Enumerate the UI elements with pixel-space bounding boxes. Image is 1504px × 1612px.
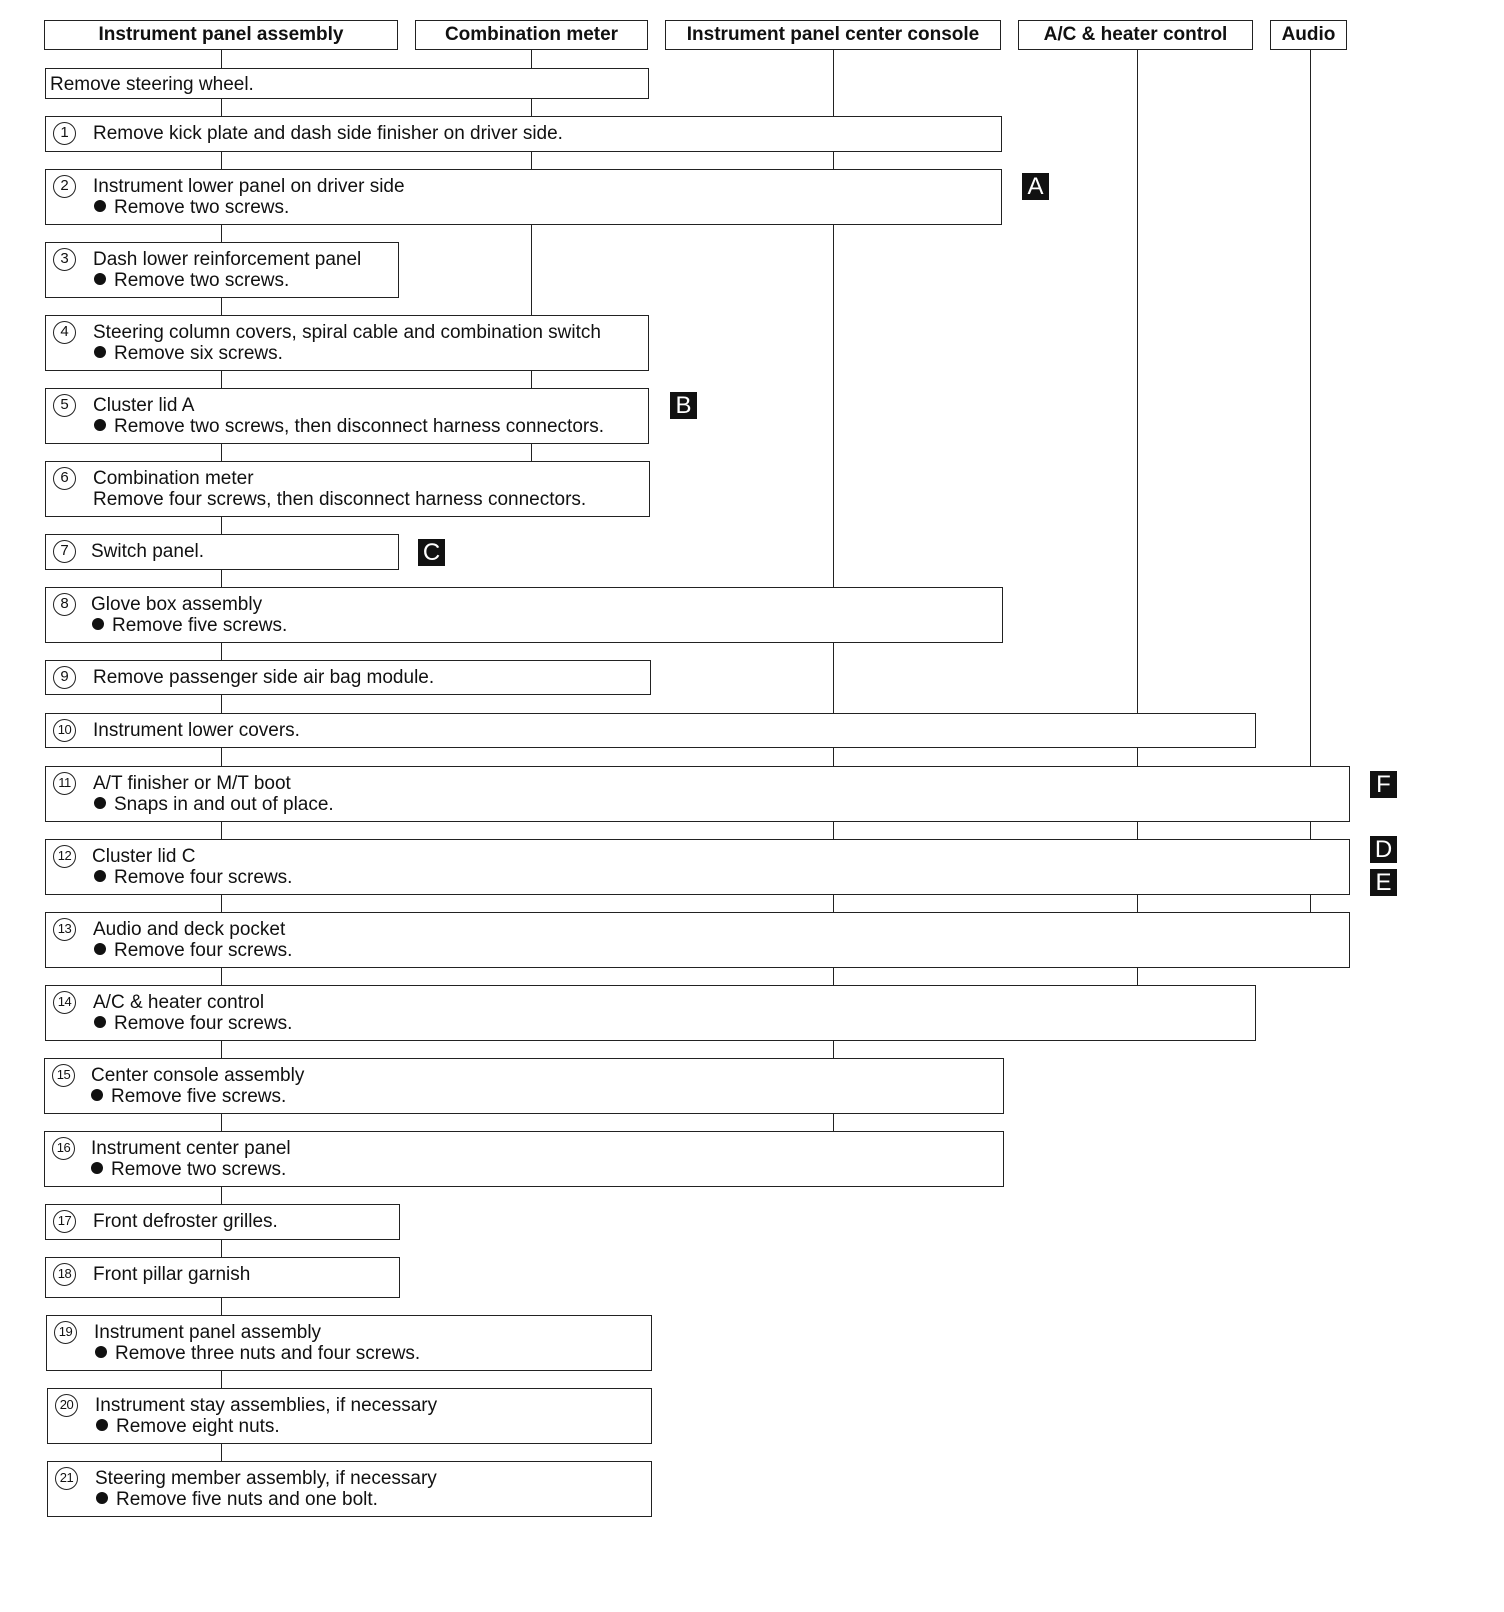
- step-detail-text: Remove two screws.: [114, 197, 290, 218]
- step-text: Front pillar garnish: [93, 1264, 251, 1285]
- step-text: Remove kick plate and dash side finisher on driver side.: [93, 123, 563, 144]
- step-text: Instrument stay assemblies, if necessary: [95, 1395, 438, 1416]
- step-number-badge: 7: [53, 540, 76, 563]
- step-13: [45, 912, 1350, 968]
- step-12: [45, 839, 1350, 895]
- step-text: Remove passenger side air bag module.: [93, 667, 435, 688]
- step-11: [45, 766, 1350, 822]
- step-10: [45, 713, 1256, 748]
- bullet-icon: [94, 870, 106, 882]
- reference-marker-f: F: [1370, 771, 1397, 798]
- step-16: [44, 1131, 1004, 1187]
- step-detail: [92, 615, 287, 636]
- step-detail-text: Remove six screws.: [114, 343, 283, 364]
- bullet-icon: [94, 200, 106, 212]
- step-detail-text: Remove two screws, then disconnect harness connectors.: [114, 416, 605, 437]
- bullet-icon: [94, 797, 106, 809]
- step-18: [45, 1257, 400, 1298]
- step-2: [45, 169, 1002, 225]
- step-number-badge: 1: [53, 122, 76, 145]
- step-text: Steering column covers, spiral cable and combination switch: [93, 322, 601, 343]
- step-detail-text: Snaps in and out of place.: [114, 794, 334, 815]
- step-detail: [96, 1416, 280, 1437]
- step-detail: Remove four screws, then disconnect harness connectors.: [93, 489, 587, 510]
- bullet-icon: [96, 1492, 108, 1504]
- step-number-badge: 11: [53, 772, 76, 795]
- step-number-badge: 6: [53, 467, 76, 490]
- header-instrument-panel-center-console: Instrument panel center console: [665, 20, 1001, 50]
- step-19: [46, 1315, 652, 1371]
- step-text: Remove steering wheel.: [50, 74, 254, 95]
- step-6: [45, 461, 650, 517]
- bullet-icon: [96, 1419, 108, 1431]
- step-detail: [95, 1343, 420, 1364]
- step-text: A/T finisher or M/T boot: [93, 773, 291, 794]
- step-3: [45, 242, 399, 298]
- step-detail-text: Remove eight nuts.: [116, 1416, 280, 1437]
- step-detail: [94, 940, 292, 961]
- header-instrument-panel-assembly: Instrument panel assembly: [44, 20, 398, 50]
- step-detail: [94, 416, 604, 437]
- bullet-icon: [94, 273, 106, 285]
- step-detail: [94, 1013, 292, 1034]
- step-text: Steering member assembly, if necessary: [95, 1468, 437, 1489]
- bullet-icon: [91, 1162, 103, 1174]
- step-detail: [96, 1489, 378, 1510]
- step-text: Dash lower reinforcement panel: [93, 249, 362, 270]
- step-number-badge: 3: [53, 248, 76, 271]
- step-text: Instrument lower covers.: [93, 720, 300, 741]
- step-14: [45, 985, 1256, 1041]
- step-detail: [94, 867, 292, 888]
- step-9: [45, 660, 651, 695]
- bullet-icon: [94, 1016, 106, 1028]
- step-number-badge: 18: [53, 1263, 76, 1286]
- step-number-badge: 16: [52, 1137, 75, 1160]
- reference-marker-a: A: [1022, 173, 1049, 200]
- reference-marker-e: E: [1370, 869, 1397, 896]
- step-detail: [94, 270, 289, 291]
- step-5: [45, 388, 649, 444]
- header-audio: Audio: [1270, 20, 1347, 50]
- bullet-icon: [94, 346, 106, 358]
- step-text: Glove box assembly: [91, 594, 263, 615]
- step-text: Instrument panel assembly: [94, 1322, 322, 1343]
- step-detail-text: Remove four screws.: [114, 1013, 293, 1034]
- step-number-badge: 20: [55, 1394, 78, 1417]
- step-detail: [94, 197, 289, 218]
- bullet-icon: [92, 618, 104, 630]
- step-number-badge: 17: [53, 1210, 76, 1233]
- step-detail: [94, 794, 334, 815]
- step-number-badge: 19: [54, 1321, 77, 1344]
- step-detail-text: Remove five screws.: [112, 615, 288, 636]
- step-text: Instrument lower panel on driver side: [93, 176, 405, 197]
- header-combination-meter: Combination meter: [415, 20, 648, 50]
- step-detail-text: Remove five nuts and one bolt.: [116, 1489, 378, 1510]
- step-remove-steering-wheel: [45, 68, 649, 99]
- step-number-badge: 21: [55, 1467, 78, 1490]
- step-17: [45, 1204, 400, 1240]
- header-ac-heater-control: A/C & heater control: [1018, 20, 1253, 50]
- step-number-badge: 9: [53, 666, 76, 689]
- step-detail: [94, 343, 283, 364]
- step-text: A/C & heater control: [93, 992, 265, 1013]
- step-detail-text: Remove three nuts and four screws.: [115, 1343, 421, 1364]
- bullet-icon: [91, 1089, 103, 1101]
- step-detail-text: Remove five screws.: [111, 1086, 287, 1107]
- step-text: Audio and deck pocket: [93, 919, 286, 940]
- step-detail-text: Remove two screws.: [114, 270, 290, 291]
- step-text: Instrument center panel: [91, 1138, 291, 1159]
- step-21: [47, 1461, 652, 1517]
- step-number-badge: 5: [53, 394, 76, 417]
- step-15: [44, 1058, 1004, 1114]
- step-detail-text: Remove four screws.: [114, 867, 293, 888]
- step-number-badge: 12: [53, 845, 76, 868]
- step-text: Cluster lid A: [93, 395, 195, 416]
- step-text: Switch panel.: [91, 541, 205, 562]
- step-detail-text: Remove two screws.: [111, 1159, 287, 1180]
- reference-marker-b: B: [670, 392, 697, 419]
- bullet-icon: [94, 419, 106, 431]
- step-text: Center console assembly: [91, 1065, 305, 1086]
- step-number-badge: 15: [52, 1064, 75, 1087]
- step-number-badge: 10: [53, 719, 76, 742]
- step-4: [45, 315, 649, 371]
- step-1: [45, 116, 1002, 152]
- reference-marker-d: D: [1370, 836, 1397, 863]
- step-detail: [91, 1086, 286, 1107]
- step-detail: [91, 1159, 286, 1180]
- bullet-icon: [95, 1346, 107, 1358]
- bullet-icon: [94, 943, 106, 955]
- step-text: Cluster lid C: [92, 846, 196, 867]
- reference-marker-c: C: [418, 539, 445, 566]
- step-7: [45, 534, 399, 570]
- step-text: Front defroster grilles.: [93, 1211, 278, 1232]
- step-20: [47, 1388, 652, 1444]
- step-number-badge: 4: [53, 321, 76, 344]
- step-text: Combination meter: [93, 468, 254, 489]
- step-number-badge: 13: [53, 918, 76, 941]
- step-number-badge: 2: [53, 175, 76, 198]
- step-detail-text: Remove four screws.: [114, 940, 293, 961]
- step-8: [45, 587, 1003, 643]
- step-number-badge: 14: [53, 991, 76, 1014]
- step-number-badge: 8: [53, 593, 76, 616]
